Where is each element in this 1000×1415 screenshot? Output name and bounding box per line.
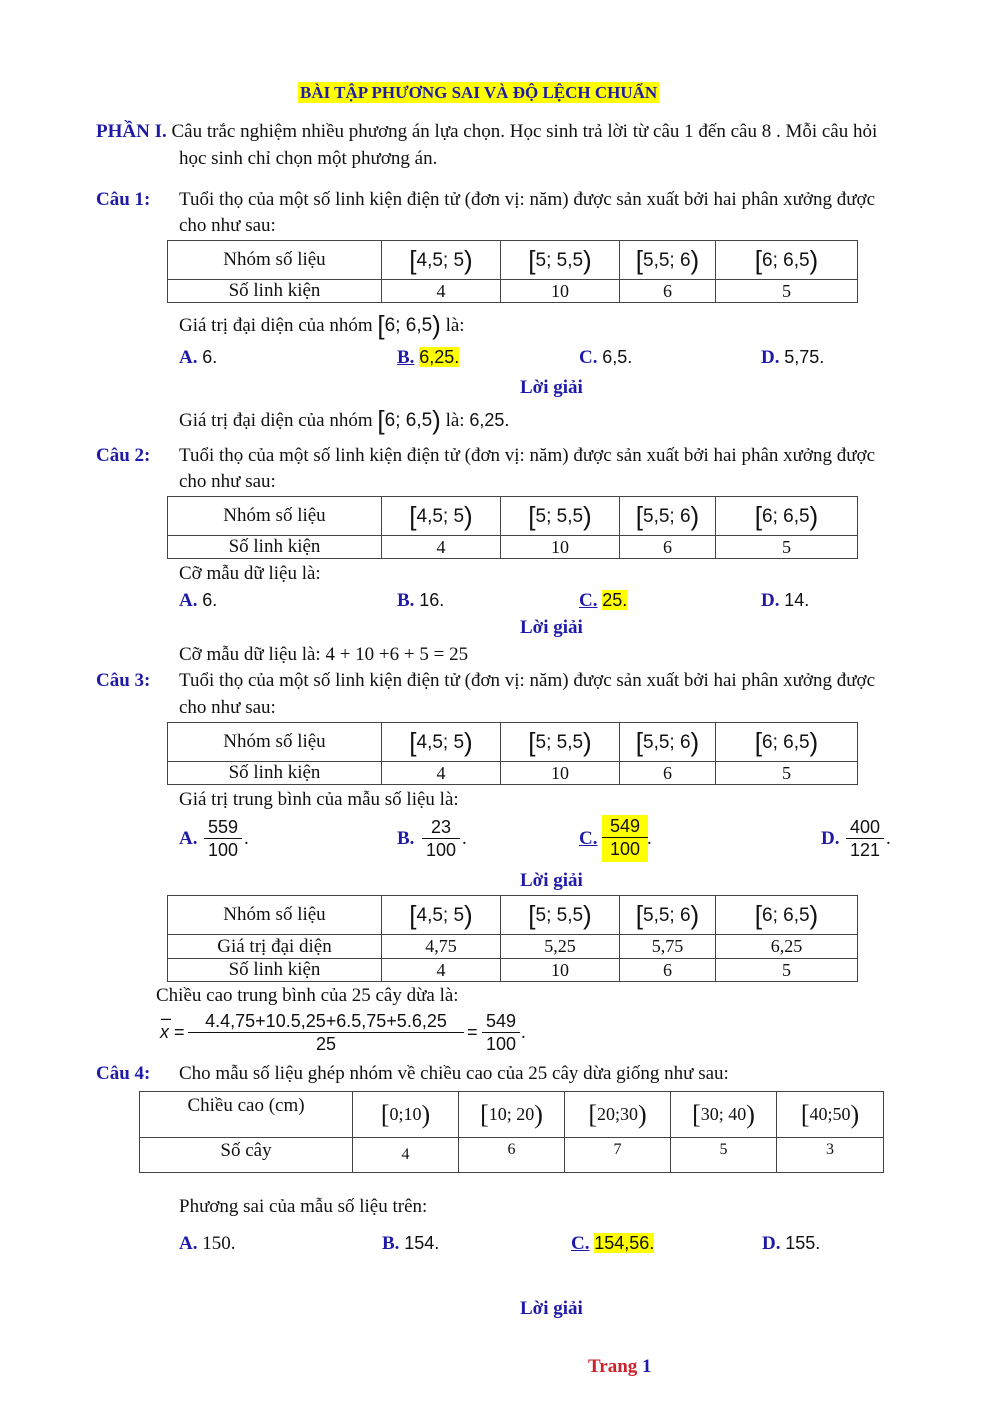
header-count: Số linh kiện xyxy=(168,280,382,303)
q4-option-b[interactable]: B. 154. xyxy=(382,1233,440,1254)
q2-line2: cho như sau: xyxy=(179,471,276,492)
count-cell: 4 xyxy=(382,762,501,785)
mean-symbol: – x xyxy=(160,1008,172,1042)
q3-line2: cho như sau: xyxy=(179,697,276,718)
q1-table xyxy=(167,240,858,303)
page-title: BÀI TẬP PHƯƠNG SAI VÀ ĐỘ LỆCH CHUẨN xyxy=(300,83,658,102)
interval-cell: [6; 6,5) xyxy=(716,723,858,762)
mean-result-fraction: $\frac{549}{100}$ xyxy=(482,1010,520,1055)
count-cell: 4 xyxy=(353,1138,459,1173)
q2-option-c[interactable]: C. 25. xyxy=(579,590,628,611)
interval-cell: [4,5; 5) xyxy=(382,723,501,762)
interval-cell: [5; 5,5) xyxy=(501,497,620,536)
q4-line1: Cho mẫu số liệu ghép nhóm về chiều cao của 25 cây dừa giống như sau: xyxy=(179,1063,729,1084)
q3-option-b-fraction[interactable]: $\frac{23}{100}$ xyxy=(422,816,460,861)
formula-dot: . xyxy=(521,1022,526,1043)
count-cell: 6 xyxy=(620,959,716,982)
count-cell: 10 xyxy=(501,959,620,982)
interval-cell: [6; 6,5) xyxy=(716,896,858,935)
q3-option-c-dot: . xyxy=(647,828,652,849)
count-cell: 5 xyxy=(716,762,858,785)
q2-solution-label: Lời giải xyxy=(520,617,583,638)
q3-solution-table xyxy=(167,895,858,982)
header-count: Số linh kiện xyxy=(168,762,382,785)
count-cell: 7 xyxy=(565,1138,671,1173)
count-cell: 4 xyxy=(382,536,501,559)
header-group: Nhóm số liệu xyxy=(168,241,382,280)
q3-option-d-fraction[interactable]: $\frac{400}{121}$ xyxy=(846,816,884,861)
interval-cell: [4,5; 5) xyxy=(382,896,501,935)
interval-cell: [5,5; 6) xyxy=(620,896,716,935)
part-label: PHẦN I. xyxy=(96,121,167,142)
header-trees: Số cây xyxy=(140,1138,353,1173)
q3-option-b-dot: . xyxy=(462,828,467,849)
q1-line2: cho như sau: xyxy=(179,215,276,236)
part-line1: Câu trắc nghiệm nhiều phương án lựa chọn. Học sinh trả lời từ câu 1 đến câu 8 . Mỗi câu hỏi xyxy=(171,121,878,142)
page-footer xyxy=(588,1356,652,1378)
q2-option-d[interactable]: D. 14. xyxy=(761,590,810,611)
q3-solution-text: Chiều cao trung bình của 25 cây dừa là: xyxy=(156,985,459,1006)
q3-table xyxy=(167,722,858,785)
q1-option-d[interactable]: D. 5,75. xyxy=(761,347,825,368)
part-line2: học sinh chỉ chọn một phương án. xyxy=(179,148,438,169)
interval-cell: [40;50) xyxy=(777,1092,884,1138)
q3-prompt: Giá trị trung bình của mẫu số liệu là: xyxy=(179,789,459,810)
part-intro xyxy=(96,121,877,143)
count-cell: 5 xyxy=(671,1138,777,1173)
q3-label: Câu 3: xyxy=(96,670,151,691)
q2-solution: Cỡ mẫu dữ liệu là: 4 + 10 +6 + 5 = 25 xyxy=(179,644,469,665)
header-group: Nhóm số liệu xyxy=(168,497,382,536)
q3-line1: Tuổi thọ của một số linh kiện điện tử (đơn vị: năm) được sản xuất bởi hai phân xưởng được xyxy=(179,670,876,691)
q4-option-c[interactable]: C. 154,56. xyxy=(571,1233,655,1254)
rep-cell: 4,75 xyxy=(382,935,501,959)
count-cell: 3 xyxy=(777,1138,884,1173)
mean-formula-fraction: $\frac{4.4,75+10.5,25+6.5,75+5.6,25}{25}$ xyxy=(188,1010,464,1055)
interval-cell: [30; 40) xyxy=(671,1092,777,1138)
q4-prompt: Phương sai của mẫu số liệu trên: xyxy=(179,1196,428,1217)
q1-solution: Giá trị đại diện của nhóm [6; 6,5) là: 6,25. xyxy=(179,405,510,435)
rep-cell: 5,25 xyxy=(501,935,620,959)
interval-cell: [4,5; 5) xyxy=(382,497,501,536)
interval-cell: [5; 5,5) xyxy=(501,723,620,762)
count-cell: 5 xyxy=(716,280,858,303)
count-cell: 5 xyxy=(716,959,858,982)
header-rep: Giá trị đại diện xyxy=(168,935,382,959)
count-cell: 4 xyxy=(382,959,501,982)
count-cell: 10 xyxy=(501,280,620,303)
q4-table xyxy=(139,1091,884,1173)
interval-cell: [5; 5,5) xyxy=(501,896,620,935)
interval-cell: [5; 5,5) xyxy=(501,241,620,280)
header-count: Số linh kiện xyxy=(168,536,382,559)
q1-prompt: Giá trị đại diện của nhóm [6; 6,5) là: xyxy=(179,310,465,340)
interval-cell: [20;30) xyxy=(565,1092,671,1138)
count-cell: 10 xyxy=(501,536,620,559)
header-count: Số linh kiện xyxy=(168,959,382,982)
q2-prompt: Cỡ mẫu dữ liệu là: xyxy=(179,563,321,584)
interval-cell: [5,5; 6) xyxy=(620,723,716,762)
rep-cell: 5,75 xyxy=(620,935,716,959)
rep-cell: 6,25 xyxy=(716,935,858,959)
q4-option-a[interactable]: A. 150. xyxy=(179,1233,236,1254)
count-cell: 5 xyxy=(716,536,858,559)
q4-label: Câu 4: xyxy=(96,1063,151,1084)
interval-cell: [6; 6,5) xyxy=(716,241,858,280)
interval-cell: [4,5; 5) xyxy=(382,241,501,280)
interval-cell: [5,5; 6) xyxy=(620,497,716,536)
q2-option-a[interactable]: A. 6. xyxy=(179,590,218,611)
q3-option-d-dot: . xyxy=(886,828,891,849)
equals-sign-2: = xyxy=(467,1022,478,1042)
q1-option-b[interactable]: B. 6,25. xyxy=(397,347,460,368)
interval-cell: [10; 20) xyxy=(459,1092,565,1138)
q2-label: Câu 2: xyxy=(96,445,151,466)
q1-option-c[interactable]: C. 6,5. xyxy=(579,347,633,368)
q3-option-b-letter[interactable]: B. xyxy=(397,828,415,849)
count-cell: 6 xyxy=(620,762,716,785)
interval-cell: [0;10) xyxy=(353,1092,459,1138)
q3-option-c-fraction[interactable]: $\frac{549}{100}$ xyxy=(602,815,648,862)
header-height: Chiều cao (cm) xyxy=(140,1092,353,1138)
count-cell: 6 xyxy=(620,280,716,303)
count-cell: 6 xyxy=(620,536,716,559)
q3-option-a-dot: . xyxy=(244,828,249,849)
q3-solution-label: Lời giải xyxy=(520,870,583,891)
interval-cell: [5,5; 6) xyxy=(620,241,716,280)
q3-option-d-letter[interactable]: D. xyxy=(821,828,840,849)
footer-page-word: Trang xyxy=(588,1356,638,1377)
equals-sign: = xyxy=(174,1022,185,1042)
interval-cell: [6; 6,5) xyxy=(716,497,858,536)
q4-solution-label: Lời giải xyxy=(520,1298,583,1319)
q3-option-a-letter[interactable]: A. xyxy=(179,828,198,849)
q1-option-a[interactable]: A. 6. xyxy=(179,347,218,368)
header-group: Nhóm số liệu xyxy=(168,896,382,935)
count-cell: 6 xyxy=(459,1138,565,1173)
header-group: Nhóm số liệu xyxy=(168,723,382,762)
q1-line1: Tuổi thọ của một số linh kiện điện tử (đơn vị: năm) được sản xuất bởi hai phân xưởng được xyxy=(179,189,876,210)
count-cell: 10 xyxy=(501,762,620,785)
q4-option-d[interactable]: D. 155. xyxy=(762,1233,821,1254)
q3-option-c-letter[interactable]: C. xyxy=(579,828,598,849)
q1-solution-label: Lời giải xyxy=(520,377,583,398)
count-cell: 4 xyxy=(382,280,501,303)
q2-table xyxy=(167,496,858,559)
q3-option-a-fraction[interactable]: $\frac{559}{100}$ xyxy=(204,816,242,861)
footer-page-number: 1 xyxy=(642,1356,652,1377)
q2-line1: Tuổi thọ của một số linh kiện điện tử (đơn vị: năm) được sản xuất bởi hai phân xưởng được xyxy=(179,445,876,466)
q1-label: Câu 1: xyxy=(96,189,151,210)
q2-option-b[interactable]: B. 16. xyxy=(397,590,445,611)
